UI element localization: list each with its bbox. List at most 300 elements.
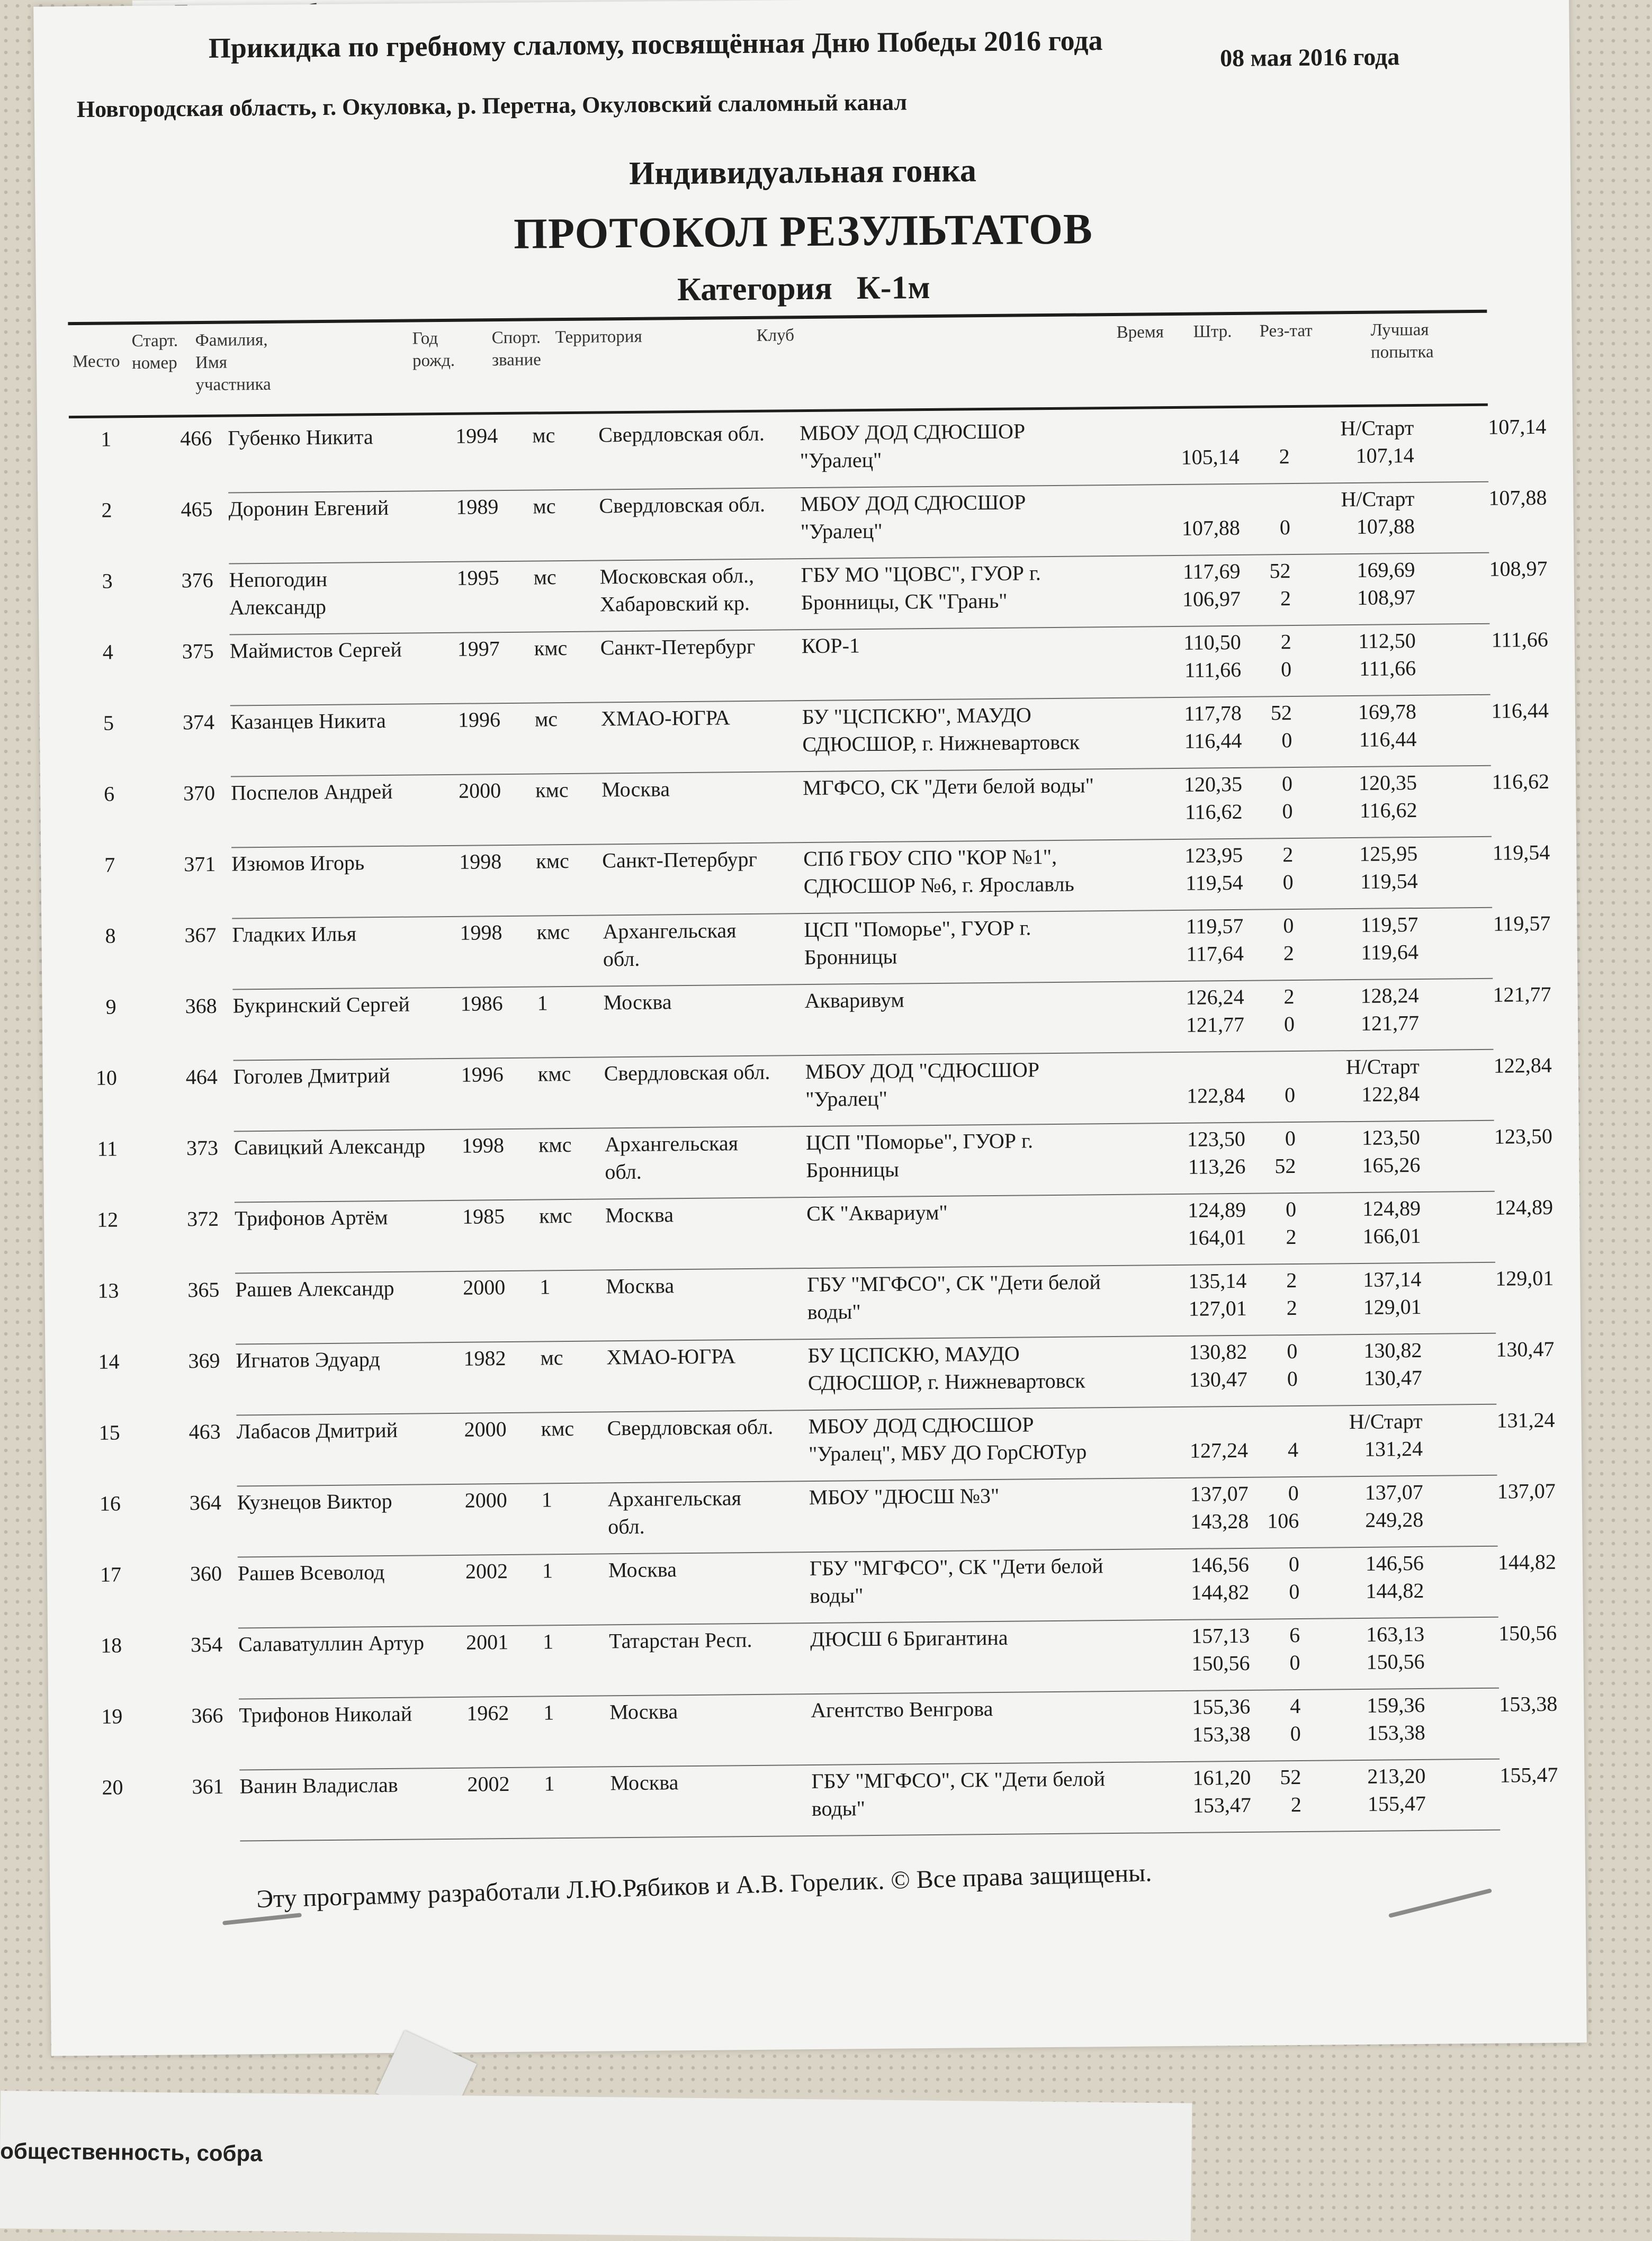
row-start-no: 372	[186, 1206, 219, 1231]
row-time-run1: 120,35	[1183, 772, 1243, 796]
row-result-run2: 155,47	[1367, 1791, 1426, 1816]
row-place: 2	[101, 498, 112, 522]
row-sport-rank: кмс	[541, 1416, 574, 1441]
row-name: Трифонов Николай	[239, 1701, 412, 1727]
row-penalty-run1: 0	[1285, 1197, 1297, 1222]
row-result-run2: 116,62	[1359, 797, 1417, 822]
row-birth-year: 2002	[465, 1559, 508, 1583]
results-protocol-sheet	[33, 0, 1587, 2056]
row-result-run1: 169,69	[1357, 557, 1415, 582]
row-result-run2: 119,64	[1361, 939, 1419, 964]
row-penalty-run2: 0	[1289, 1579, 1300, 1604]
row-time-run1: 157,13	[1191, 1623, 1250, 1648]
row-penalty-run2: 0	[1282, 799, 1293, 823]
row-result-run2: 249,28	[1365, 1507, 1424, 1532]
row-result-run2: 144,82	[1366, 1578, 1424, 1603]
row-result-run2: 119,54	[1360, 868, 1418, 893]
row-name: Рашев Александр	[235, 1276, 394, 1302]
row-result-run1: 124,89	[1362, 1196, 1421, 1221]
row-club-cont: "Уралец"	[800, 447, 882, 473]
row-penalty-run1: 2	[1280, 630, 1291, 654]
row-territory: Московская обл.,	[599, 563, 755, 589]
row-result-run2: 116,44	[1359, 727, 1417, 751]
row-time-run2: 111,66	[1184, 657, 1242, 682]
row-penalty-run1: 2	[1283, 984, 1295, 1009]
result-row	[79, 1549, 1557, 1630]
row-club: МБОУ ДОД СДЮСШОР	[800, 419, 1026, 445]
row-result-run1: 137,14	[1363, 1267, 1422, 1292]
row-start-no: 463	[188, 1419, 221, 1444]
result-row	[74, 981, 1551, 1062]
row-territory: Москва	[608, 1557, 677, 1582]
row-time-run1: 110,50	[1183, 630, 1241, 655]
row-start-no: 364	[189, 1490, 222, 1515]
row-penalty-run2: 0	[1281, 728, 1292, 752]
row-best-attempt: 130,47	[1496, 1337, 1555, 1361]
row-birth-year: 2000	[464, 1417, 507, 1441]
row-time-run2: 105,14	[1181, 444, 1240, 469]
row-club-cont: "Уралец"	[800, 518, 883, 544]
row-sport-rank: мс	[534, 707, 558, 731]
row-penalty-run2: 4	[1287, 1437, 1299, 1462]
header-result: Рез-тат	[1259, 321, 1313, 341]
row-time-run1: 135,14	[1188, 1268, 1247, 1293]
row-territory: Санкт-Петербург	[602, 847, 758, 873]
row-place: 11	[97, 1136, 118, 1161]
row-penalty-run2: 2	[1279, 444, 1290, 469]
row-penalty-run1: 52	[1270, 701, 1292, 725]
result-row	[71, 626, 1548, 707]
row-place: 7	[104, 853, 115, 877]
result-row	[69, 414, 1547, 495]
row-club: ГБУ "МГФСО", СК "Дети белой	[811, 1767, 1106, 1794]
row-penalty-run1: 4	[1290, 1693, 1301, 1718]
row-time-run1: 123,50	[1187, 1126, 1246, 1151]
row-place: 18	[100, 1633, 122, 1657]
competition-location: Новгородская область, г. Окуловка, р. Перетна, Окуловский слаломный канал	[76, 89, 908, 123]
row-club: ГБУ "МГФСО", СК "Дети белой	[809, 1554, 1103, 1581]
row-time-run1: 146,56	[1190, 1552, 1250, 1577]
row-time-run2: 106,97	[1182, 586, 1241, 611]
row-time-run2: 130,47	[1189, 1367, 1248, 1392]
row-penalty-run1	[1242, 486, 1290, 487]
row-club-cont: воды"	[810, 1583, 864, 1608]
row-result-run2: 153,38	[1367, 1720, 1425, 1745]
header-birth-year: Год рожд.	[412, 329, 455, 371]
row-penalty-run1: 0	[1288, 1481, 1299, 1505]
row-club: ГБУ "МГФСО", СК "Дети белой	[807, 1270, 1101, 1297]
row-start-no: 374	[182, 710, 215, 734]
row-birth-year: 2000	[464, 1488, 508, 1512]
row-time-run1: 117,69	[1182, 559, 1241, 584]
row-time-run2: 127,01	[1188, 1296, 1247, 1321]
row-penalty-run1: 2	[1286, 1268, 1297, 1293]
row-place: 13	[97, 1278, 119, 1303]
row-club: КОР-1	[801, 633, 860, 658]
row-birth-year: 1998	[460, 920, 502, 945]
result-row	[69, 485, 1547, 566]
row-penalty-run2: 2	[1290, 1792, 1302, 1817]
row-time-run2: 164,01	[1188, 1225, 1246, 1250]
row-time-run1: 123,95	[1184, 842, 1243, 867]
row-name: Поспелов Андрей	[230, 779, 393, 805]
row-best-attempt: 129,01	[1495, 1266, 1554, 1290]
row-time-run1: 124,89	[1187, 1197, 1246, 1222]
row-sport-rank: кмс	[537, 1061, 571, 1086]
row-birth-year: 1996	[457, 707, 501, 732]
row-name: Гоголев Дмитрий	[233, 1063, 390, 1089]
row-time-run2: 119,54	[1185, 870, 1243, 895]
row-sport-rank: 1	[542, 1558, 553, 1583]
row-penalty-run1: 0	[1281, 772, 1293, 796]
row-club: ЦСП "Поморье", ГУОР г.	[804, 916, 1031, 942]
row-territory: ХМАО-ЮГРА	[606, 1344, 736, 1369]
row-start-no: 371	[184, 851, 216, 876]
row-club: БУ ЦСПСКЮ, МАУДО	[807, 1341, 1020, 1368]
row-penalty-run1: 52	[1269, 559, 1291, 583]
row-sport-rank: 1	[537, 991, 548, 1015]
row-birth-year: 1985	[462, 1204, 505, 1229]
header-sport-rank: Спорт. звание	[491, 328, 541, 370]
result-row	[77, 1336, 1555, 1417]
result-row	[71, 697, 1549, 778]
row-club: Акваривум	[804, 988, 904, 1013]
row-territory: Москва	[610, 1770, 679, 1795]
row-name: Губенко Никита	[228, 425, 373, 450]
row-result-run1: 120,35	[1358, 770, 1417, 795]
row-penalty-run1: 2	[1282, 842, 1294, 867]
row-time-run2: 107,88	[1181, 515, 1241, 540]
row-place: 6	[103, 782, 115, 806]
row-club: МБОУ ДОД "СДЮСШОР	[805, 1057, 1040, 1084]
row-territory: Архангельская	[604, 1131, 739, 1157]
row-sport-rank: 1	[544, 1771, 555, 1796]
header-best-attempt: Лучшая попытка	[1370, 320, 1434, 362]
row-birth-year: 1994	[455, 424, 498, 448]
row-name: Лабасов Дмитрий	[236, 1418, 398, 1444]
row-time-run1: 117,78	[1184, 701, 1242, 725]
row-territory: Архангельская	[603, 918, 737, 944]
row-name: Савицкий Александр	[234, 1134, 426, 1160]
row-club-cont: "Уралец", МБУ ДО ГорСЮТур	[808, 1439, 1087, 1466]
row-result-run1: 123,50	[1361, 1125, 1421, 1150]
row-result-run1: 169,78	[1358, 699, 1417, 724]
row-start-no: 373	[186, 1135, 219, 1160]
row-best-attempt: 150,56	[1498, 1620, 1557, 1645]
row-start-no: 365	[187, 1277, 220, 1302]
row-result-run1: Н/Старт	[1340, 416, 1414, 441]
row-place: 19	[101, 1704, 123, 1728]
row-result-run1: Н/Старт	[1349, 1409, 1423, 1434]
row-time-run2: 116,62	[1184, 799, 1243, 824]
row-result-run2: 150,56	[1366, 1649, 1425, 1674]
row-name: Маймистов Сергей	[229, 637, 402, 663]
row-result-run1: 125,95	[1359, 841, 1418, 866]
row-name: Ванин Владислав	[239, 1772, 398, 1798]
row-time-run2: 113,26	[1188, 1154, 1246, 1179]
row-name: Доронин Евгений	[228, 495, 389, 521]
row-sport-rank: 1	[543, 1700, 554, 1725]
row-sport-rank: мс	[533, 494, 556, 518]
row-name: Букринский Сергей	[232, 992, 410, 1018]
row-territory: Архангельская	[607, 1486, 742, 1511]
row-time-run1: 137,07	[1190, 1481, 1249, 1506]
row-name: Салаватуллин Артур	[238, 1630, 425, 1656]
row-time-run2: 116,44	[1184, 728, 1242, 753]
row-best-attempt: 111,66	[1491, 627, 1548, 652]
row-name: Изюмов Игорь	[231, 850, 365, 876]
row-club-cont: Бронницы, СК "Грань"	[801, 588, 1008, 615]
row-time-run1: 126,24	[1186, 984, 1244, 1009]
row-result-run2: 107,14	[1355, 443, 1414, 468]
row-penalty-run1: 0	[1285, 1126, 1296, 1151]
result-row	[75, 1052, 1552, 1133]
row-time-run2: 144,82	[1191, 1580, 1250, 1604]
row-place: 4	[102, 640, 114, 664]
row-club-cont: Бронницы	[804, 944, 897, 970]
row-territory: Свердловская обл.	[599, 492, 766, 518]
row-penalty-run1: 6	[1289, 1623, 1300, 1647]
row-start-no: 376	[181, 568, 213, 593]
row-territory: Москва	[603, 990, 672, 1015]
row-club-cont: воды"	[811, 1796, 866, 1821]
row-start-no: 366	[191, 1703, 223, 1728]
row-result-run2: 131,24	[1364, 1436, 1423, 1461]
row-best-attempt: 155,47	[1500, 1762, 1558, 1787]
row-result-run1: 163,13	[1366, 1621, 1425, 1646]
row-place: 8	[105, 924, 116, 948]
category-label: Категория	[677, 270, 833, 308]
row-result-run2: 108,97	[1357, 585, 1416, 609]
category-value: К-1м	[856, 269, 931, 307]
row-sport-rank: кмс	[538, 1203, 572, 1228]
footer-credits: Эту программу разработали Л.Ю.Рябиков и А.В. Горелик. © Все права защищены.	[256, 1859, 1152, 1914]
row-club: ЦСП "Поморье", ГУОР г.	[805, 1128, 1034, 1155]
row-penalty-run2: 2	[1286, 1295, 1297, 1320]
row-result-run1: Н/Старт	[1345, 1054, 1420, 1079]
row-time-run2: 150,56	[1191, 1651, 1250, 1675]
row-name: Гладких Илья	[232, 921, 357, 947]
row-penalty-run1: 52	[1280, 1764, 1301, 1789]
row-best-attempt: 107,88	[1488, 485, 1547, 510]
row-place: 16	[99, 1491, 121, 1516]
row-result-run1: Н/Старт	[1341, 487, 1415, 512]
row-club: МБОУ "ДЮСШ №3"	[809, 1483, 1000, 1510]
row-territory-cont: обл.	[605, 1159, 642, 1184]
category	[36, 263, 1572, 314]
row-name: Кузнецов Виктор	[237, 1489, 392, 1514]
row-sport-rank: мс	[532, 423, 555, 447]
row-birth-year: 1962	[466, 1701, 509, 1725]
row-best-attempt: 119,57	[1493, 911, 1551, 936]
row-territory: Москва	[605, 1203, 674, 1227]
result-row	[80, 1762, 1558, 1843]
result-row	[73, 910, 1551, 991]
row-best-attempt: 131,24	[1496, 1408, 1555, 1432]
row-penalty-run2: 2	[1280, 586, 1291, 611]
row-place: 15	[98, 1420, 120, 1445]
row-time-run1: 161,20	[1192, 1765, 1251, 1790]
row-result-run2: 129,01	[1363, 1294, 1422, 1319]
row-result-run2: 122,84	[1361, 1081, 1420, 1106]
row-best-attempt: 116,44	[1491, 698, 1549, 723]
row-club: ГБУ МО "ЦОВС", ГУОР г.	[801, 561, 1041, 587]
row-territory: ХМАО-ЮГРА	[600, 705, 730, 731]
row-place: 17	[100, 1562, 122, 1586]
row-club-cont: воды"	[807, 1299, 861, 1324]
row-start-no: 369	[188, 1348, 220, 1373]
row-territory: Москва	[606, 1274, 675, 1298]
race-type: Индивидуальная гонка	[629, 153, 977, 192]
row-time-run2: 121,77	[1186, 1012, 1245, 1037]
row-club: СПб ГБОУ СПО "КОР №1",	[803, 844, 1057, 871]
row-result-run1: 159,36	[1367, 1692, 1425, 1717]
row-result-run1: 130,82	[1363, 1338, 1422, 1362]
background-paper-bottom	[0, 2091, 1192, 2241]
row-name: Рашев Всеволод	[237, 1560, 385, 1585]
header-name: Фамилия, Имя участника	[195, 330, 271, 395]
row-best-attempt: 116,62	[1492, 769, 1550, 794]
row-sport-rank: мс	[540, 1346, 563, 1370]
row-sport-rank: 1	[540, 1275, 551, 1299]
row-start-no: 465	[181, 497, 213, 522]
row-place: 10	[95, 1065, 118, 1090]
row-time-run1: 155,36	[1192, 1694, 1251, 1719]
row-best-attempt: 153,38	[1499, 1691, 1558, 1716]
row-name: Трифонов Артём	[234, 1205, 388, 1231]
row-birth-year: 1989	[456, 495, 499, 519]
result-row	[70, 555, 1548, 637]
row-place: 5	[103, 711, 114, 735]
row-sport-rank: мс	[533, 565, 556, 589]
row-territory-cont: обл.	[608, 1514, 645, 1539]
background-paper-bottom-text: общественность, собра	[0, 2138, 263, 2166]
row-sport-rank: кмс	[536, 919, 570, 944]
result-row	[73, 839, 1550, 920]
header-club: Клуб	[756, 326, 795, 345]
row-best-attempt: 122,84	[1493, 1053, 1552, 1078]
row-time-run2: 143,28	[1190, 1509, 1249, 1534]
result-row	[76, 1194, 1554, 1275]
row-club: МБОУ ДОД СДЮСШОР	[800, 490, 1026, 516]
row-club: СК "Аквариум"	[806, 1200, 948, 1226]
row-birth-year: 1982	[463, 1346, 506, 1370]
result-row	[77, 1407, 1555, 1488]
header-territory: Территория	[555, 327, 642, 347]
row-result-run2: 107,88	[1356, 514, 1415, 539]
row-birth-year: 2001	[465, 1630, 509, 1654]
row-start-no: 361	[192, 1774, 224, 1799]
row-club-cont: "Уралец"	[805, 1086, 888, 1111]
row-name: Игнатов Эдуард	[236, 1347, 380, 1373]
row-territory-cont: Хабаровский кр.	[599, 590, 750, 616]
row-penalty-run1: 0	[1283, 913, 1294, 938]
row-result-run1: 146,56	[1365, 1550, 1424, 1575]
row-start-no: 354	[190, 1632, 223, 1657]
row-time-run2: 117,64	[1186, 941, 1244, 966]
result-row	[79, 1620, 1557, 1701]
row-place: 9	[105, 994, 116, 1019]
row-club-cont: СДЮСШОР №6, г. Ярославль	[803, 872, 1074, 899]
row-best-attempt: 121,77	[1493, 982, 1551, 1007]
row-place: 20	[102, 1775, 123, 1799]
row-territory: Москва	[609, 1699, 678, 1724]
row-time-run2: 153,47	[1192, 1792, 1252, 1817]
competition-title: Прикидка по гребному слалому, посвящённая Дню Победы 2016 года	[208, 24, 1103, 64]
row-territory: Свердловская обл.	[607, 1414, 774, 1440]
row-sport-rank: кмс	[534, 635, 568, 660]
row-result-run2: 121,77	[1360, 1010, 1420, 1035]
row-place: 14	[98, 1349, 120, 1374]
header-time: Время	[1116, 322, 1164, 342]
row-penalty-run2: 2	[1286, 1225, 1297, 1249]
result-row	[75, 1123, 1553, 1204]
row-club-cont: Бронницы	[806, 1157, 900, 1182]
row-club: Агентство Венгрова	[811, 1697, 993, 1723]
row-best-attempt: 137,07	[1497, 1478, 1556, 1503]
row-result-run2: 130,47	[1363, 1365, 1423, 1390]
row-birth-year: 2000	[458, 778, 501, 803]
row-place: 3	[102, 569, 113, 593]
row-result-run1: 112,50	[1358, 628, 1416, 653]
row-penalty-run2: 0	[1280, 657, 1292, 682]
row-result-run1: 119,57	[1360, 912, 1418, 937]
row-penalty-run2: 0	[1284, 1083, 1296, 1107]
row-birth-year: 1986	[460, 991, 503, 1016]
row-club-cont: СДЮСШОР, г. Нижневартовск	[802, 730, 1080, 757]
row-best-attempt: 108,97	[1489, 556, 1548, 581]
row-start-no: 368	[185, 993, 217, 1018]
result-row	[76, 1265, 1554, 1346]
row-start-no: 466	[180, 426, 212, 451]
row-start-no: 360	[190, 1561, 222, 1586]
row-club: БУ "ЦСПСКЮ", МАУДО	[802, 703, 1031, 729]
row-penalty-run2: 106	[1267, 1508, 1299, 1533]
row-best-attempt: 124,89	[1494, 1195, 1554, 1220]
row-sport-rank: кмс	[538, 1132, 572, 1157]
row-territory: Татарстан Респ.	[608, 1628, 752, 1653]
row-name-cont: Александр	[229, 594, 327, 620]
row-penalty-run2: 52	[1274, 1154, 1296, 1178]
header-penalty: Штр.	[1193, 322, 1232, 342]
row-penalty-run2: 2	[1283, 941, 1295, 965]
row-time-run1: 119,57	[1186, 913, 1244, 938]
row-best-attempt: 119,54	[1492, 840, 1550, 865]
row-territory: Санкт-Петербург	[600, 634, 756, 660]
row-start-no: 464	[185, 1064, 218, 1089]
row-territory: Москва	[601, 777, 670, 802]
row-club: МГФСО, СК "Дети белой воды"	[802, 773, 1094, 800]
row-penalty-run2: 0	[1279, 515, 1291, 540]
result-row	[80, 1691, 1558, 1772]
row-club-cont: СДЮСШОР, г. Нижневартовск	[807, 1368, 1085, 1395]
row-name: Непогодин	[229, 567, 328, 592]
row-result-run1: 128,24	[1360, 983, 1419, 1008]
row-time-run2: 122,84	[1187, 1083, 1245, 1108]
row-club: МБОУ ДОД СДЮСШОР	[808, 1412, 1034, 1439]
row-birth-year: 2000	[463, 1275, 506, 1299]
row-place: 12	[96, 1207, 119, 1232]
header-start-no: Старт. номер	[131, 331, 178, 373]
row-penalty-run2: 0	[1290, 1721, 1301, 1746]
row-result-run2: 165,26	[1362, 1152, 1421, 1177]
row-result-run2: 166,01	[1362, 1223, 1421, 1248]
result-row	[72, 768, 1550, 849]
row-separator	[240, 1830, 1500, 1842]
header-place: Место	[72, 352, 120, 372]
row-start-no: 370	[183, 781, 216, 805]
row-birth-year: 2002	[467, 1772, 510, 1796]
